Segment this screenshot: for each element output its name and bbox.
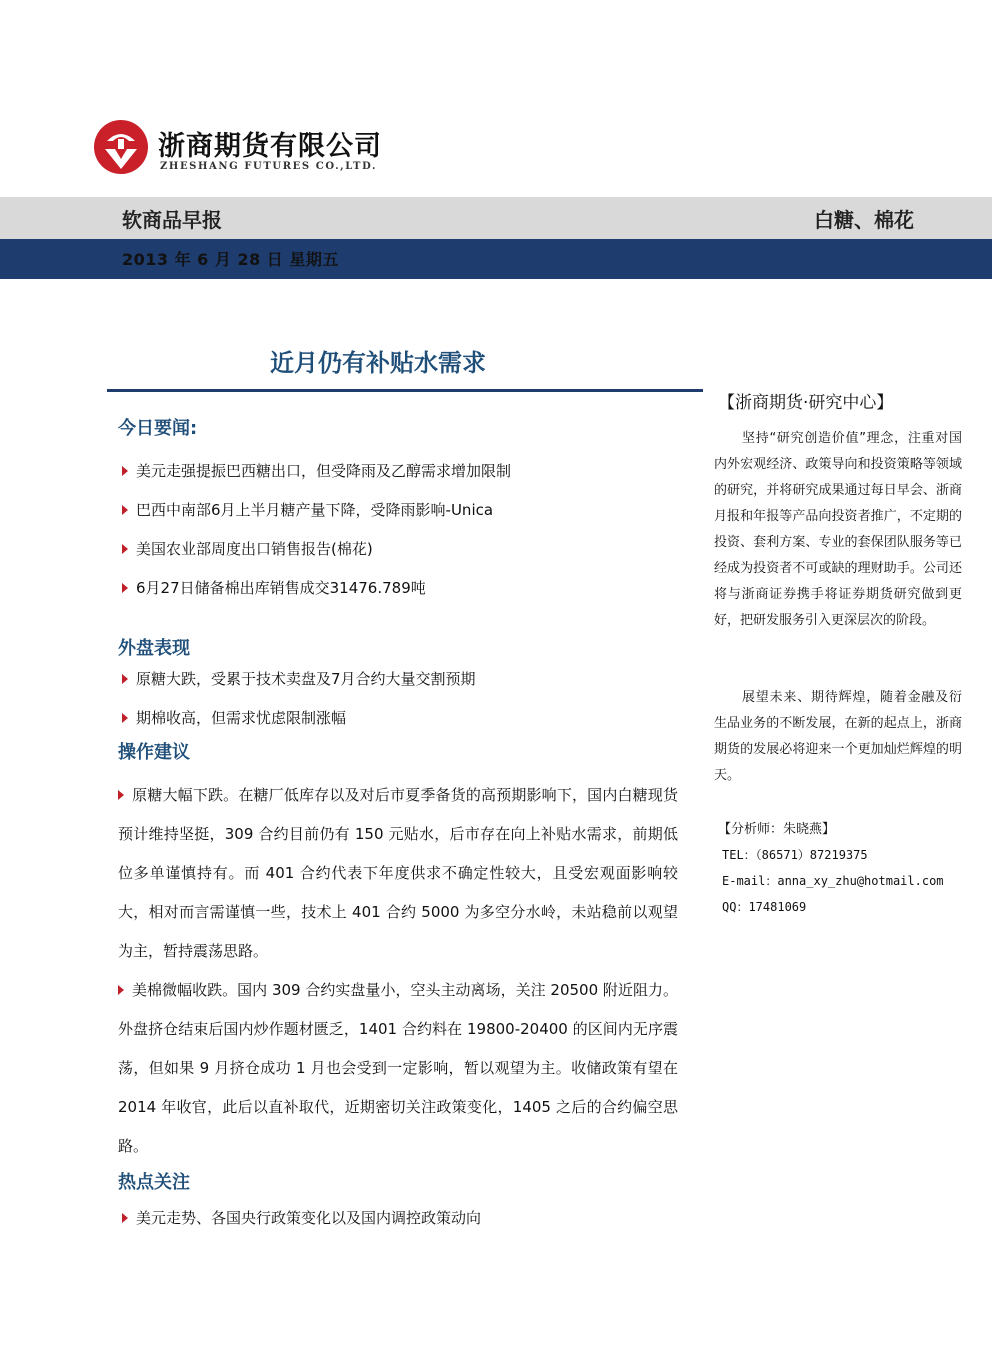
bullet-arrow-icon [122,1213,128,1223]
report-date: 2013 年 6 月 28 日 星期五 [122,250,339,269]
sidebar-paragraph: 展望未来、期待辉煌，随着金融及衍生品业务的不断发展，在新的起点上，浙商期货的发展必将迎来一个更加灿烂辉煌的明天。 [714,690,962,783]
section-title-news: 今日要闻: [118,418,198,439]
analyst-qq: QQ：17481069 [722,900,807,914]
bullet-arrow-icon [118,790,124,800]
hotspot-item: 美元走势、各国央行政策变化以及国内调控政策动向 [122,1207,481,1228]
report-type-band [0,197,992,239]
sidebar-paragraph: 坚持“研究创造价值”理念，注重对国内外宏观经济、政策导向和投资策略等领域的研究，并将研究成果通过每日早会、浙商月报和年报等产品向投资者推广，不定期的投资、套利方案、专业的套保团队服务等已经成为投资者不可或缺的理财助手。公司还将与浙商证券携手将证券期货研究做到更好，把研发服务引入更深层次的阶段。 [714,431,962,628]
analyst-name: 【分析师：朱晓燕】 [718,822,836,837]
company-name-cn: 浙商期货有限公司 [158,131,382,162]
section-title-hotspot: 热点关注 [118,1172,190,1193]
company-name-en: ZHESHANG FUTURES CO.,LTD. [160,161,378,172]
external-item: 原糖大跌，受累于技术卖盘及7月合约大量交割预期 [122,668,476,689]
date-band [0,239,992,279]
section-title-advice: 操作建议 [118,742,190,763]
news-item: 巴西中南部6月上半月糖产量下降，受降雨影响-Unica [122,499,493,520]
news-item: 美元走强提振巴西糖出口，但受降雨及乙醇需求增加限制 [122,460,511,481]
headline-divider [107,389,703,392]
news-item: 美国农业部周度出口销售报告(棉花) [122,538,373,559]
commodities: 白糖、棉花 [814,208,914,232]
external-item: 期棉收高，但需求忧虑限制涨幅 [122,707,346,728]
sidebar-title: 【浙商期货·研究中心】 [718,393,894,413]
bullet-arrow-icon [122,583,128,593]
bullet-arrow-icon [122,544,128,554]
advice-paragraph-sugar: 原糖大幅下跌。在糖厂低库存以及对后市夏季备货的高预期影响下，国内白糖现货预计维持坚挺，309 合约目前仍有 150 元贴水，后市存在向上补贴水需求，前期低位多单谨慎持有。而 401 合约代表下年度供求不确定性较大，且受宏观面影响较大，相对而言需谨慎一些，技术上 401 合约 5000 为多空分水岭，未站稳前以观望为主，暂持震荡思路。 [118,786,678,960]
bullet-arrow-icon [122,466,128,476]
section-title-external: 外盘表现 [118,638,190,659]
news-item: 6月27日储备棉出库销售成交31476.789吨 [122,577,426,598]
bullet-arrow-icon [122,505,128,515]
bullet-arrow-icon [122,674,128,684]
analyst-email[interactable]: E-mail：anna_xy_zhu@hotmail.com [722,874,944,888]
report-type: 软商品早报 [122,208,222,232]
bullet-arrow-icon [118,985,124,995]
headline: 近月仍有补贴水需求 [270,349,486,377]
company-logo [93,119,149,175]
bullet-arrow-icon [122,713,128,723]
advice-paragraph-cotton: 美棉微幅收跌。国内 309 合约实盘量小，空头主动离场，关注 20500 附近阻力。外盘挤仓结束后国内炒作题材匮乏，1401 合约料在 19800-20400 的区间内无序震荡，但如果 9 月挤仓成功 1 月也会受到一定影响，暂以观望为主。收储政策有望在 2014 年收官，此后以直补取代，近期密切关注政策变化，1405 之后的合约偏空思路。 [118,981,678,1155]
analyst-tel: TEL：（86571）87219375 [722,848,868,862]
